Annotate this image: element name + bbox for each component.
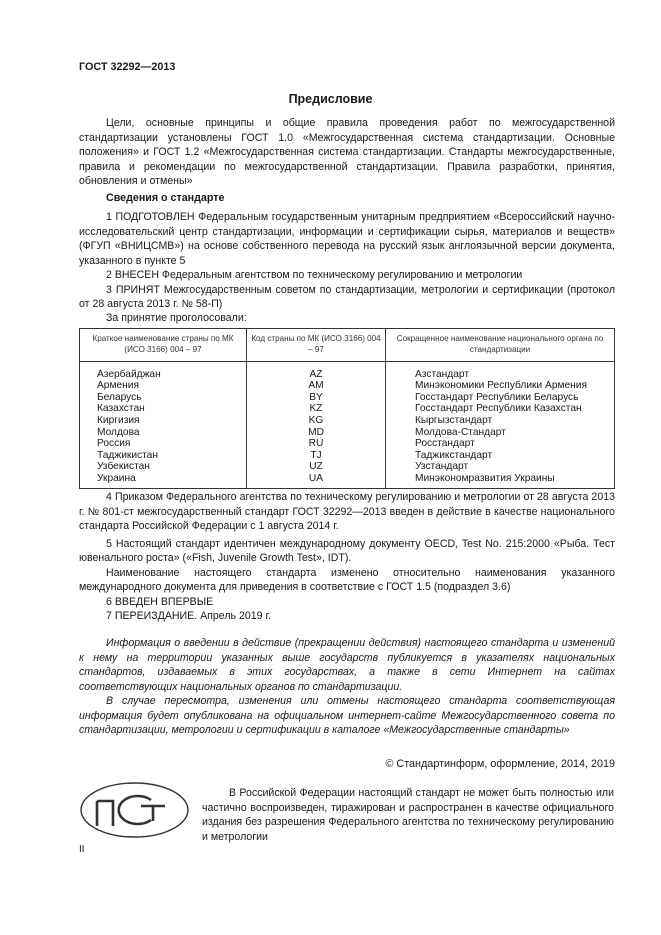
cell-country: Узбекистан (80, 461, 247, 473)
table-header-country: Краткое наименование страны по МК (ИСО 3166) 004 – 97 (80, 329, 247, 362)
info-item-1: 1 ПОДГОТОВЛЕН Федеральным государственным унитарным предприятием «Всероссийский научно-исследовательский центр стандартизации, информации и сертификации сырья, материалов и веществ» (ФГУП «ВНИЦСМВ») на основе собственного перевода на русский язык англоязычной версии документа, указанного в пункте 5 (79, 211, 615, 267)
cell-country: Азербайджан (80, 361, 247, 380)
info-item-5: 5 Настоящий стандарт идентичен международному документу OECD, Test No. 215:2000 «Рыба. Тест ювенального роста» («Fish, Juvenile Growth Test», IDT). (79, 537, 615, 564)
cell-country: Казахстан (80, 403, 247, 415)
publication-note (79, 636, 615, 738)
table-row (80, 461, 615, 473)
copyright-line: © Стандартинформ, оформление, 2014, 2019 (385, 758, 615, 770)
table-row (80, 427, 615, 439)
standard-info-title: Сведения о стандарте (106, 192, 225, 204)
cell-authority: Минэкономики Республики Армения (386, 380, 615, 392)
cell-authority: Росстандарт (386, 438, 615, 450)
table-row (80, 415, 615, 427)
cell-code: AM (247, 380, 386, 392)
cell-authority: Минэкономразвития Украины (386, 473, 615, 488)
cell-country: Таджикистан (80, 450, 247, 462)
table-row (80, 392, 615, 404)
cell-code: UZ (247, 461, 386, 473)
vote-label: За принятие проголосовали: (106, 312, 247, 324)
info-item-2: 2 ВНЕСЕН Федеральным агентством по техническому регулированию и метрологии (106, 269, 523, 281)
table-row (80, 380, 615, 392)
table-row (80, 473, 615, 488)
cell-code: BY (247, 392, 386, 404)
standard-info-items (79, 210, 615, 312)
cell-authority: Кыргызстандарт (386, 415, 615, 427)
table-row (80, 361, 615, 380)
cell-country: Армения (80, 380, 247, 392)
table-row (80, 450, 615, 462)
document-code: ГОСТ 32292—2013 (79, 61, 176, 73)
note-paragraph-1: Информация о введении в действие (прекращении действия) настоящего стандарта и изменений к нему на территории указанных выше государств публикуется в указателях национальных стандартов, издаваемых в этих государствах, а также в сети Интернет на сайтах соответствующих национальных органов по стандартизации. (79, 637, 615, 693)
page-number: II (79, 844, 85, 855)
intro-paragraph: Цели, основные принципы и общие правила проведения работ по межгосударственной стандартизации установлены ГОСТ 1.0 «Межгосударственная система стандартизации. Основные положения» и ГОСТ 1.2 «Межгосударственная система стандартизации. Стандарты межгосударственные, правила и рекомендации по межгосударственной стандартизации. Правила разработки, принятия, обновления и отмены» (79, 117, 615, 187)
note-paragraph-2: В случае пересмотра, изменения или отмены настоящего стандарта соответствующая информация будет опубликована на официальном интернет-сайте Межгосударственного совета по стандартизации, метрологии и сертификации в каталоге «Межгосударственные стандарты» (79, 695, 615, 736)
info-item-6: 6 ВВЕДЕН ВПЕРВЫЕ (106, 595, 214, 608)
cell-country: Беларусь (80, 392, 247, 404)
cell-code: TJ (247, 450, 386, 462)
cell-country: Россия (80, 438, 247, 450)
cell-country: Молдова (80, 427, 247, 439)
cell-code: KG (247, 415, 386, 427)
cell-authority: Таджикстандарт (386, 450, 615, 462)
cell-authority: Узстандарт (386, 461, 615, 473)
cell-authority: Молдова-Стандарт (386, 427, 615, 439)
cell-code: UA (247, 473, 386, 488)
info-item-7: 7 ПЕРЕИЗДАНИЕ. Апрель 2019 г. (106, 610, 272, 622)
cell-authority: Азстандарт (386, 361, 615, 380)
page-heading: Предисловие (288, 92, 373, 106)
rights-notice: В Российской Федерации настоящий стандарт не может быть полностью или частично воспроизведен, тиражирован и распространен в качестве официального издания без разрешения Федерального агентства по техническому регулированию и метрологии (202, 787, 614, 843)
table-header-authority: Сокращенное наименование национального органа по стандартизации (386, 329, 615, 362)
cell-country: Украина (80, 473, 247, 488)
table-row (80, 438, 615, 450)
voting-countries-table (79, 328, 615, 489)
cell-authority: Госстандарт Республики Беларусь (386, 392, 615, 404)
info-item-4: 4 Приказом Федерального агентства по техническому регулированию и метрологии от 28 августа 2013 г. № 801-ст межгосударственный стандарт ГОСТ 32292—2013 введен в действие в качестве национального стандарта Российской Федерации с 1 августа 2014 г. (79, 491, 615, 532)
table-header-row (80, 329, 615, 362)
cell-code: KZ (247, 403, 386, 415)
table-row (80, 403, 615, 415)
cell-authority: Госстандарт Республики Казахстан (386, 403, 615, 415)
standard-info-items-continued (79, 490, 615, 624)
info-item-5-note: Наименование настоящего стандарта изменено относительно наименования указанного международного документа для приведения в соответствие с ГОСТ 1.5 (подраздел 3.6) (79, 566, 615, 593)
cell-code: RU (247, 438, 386, 450)
table-header-code: Код страны по МК (ИСО 3166) 004 – 97 (247, 329, 386, 362)
info-item-3: 3 ПРИНЯТ Межгосударственным советом по стандартизации, метрологии и сертификации (протокол от 28 августа 2013 г. № 58-П) (79, 283, 615, 310)
cell-code: MD (247, 427, 386, 439)
cell-code: AZ (247, 361, 386, 380)
gost-r-certification-mark-icon (79, 781, 190, 839)
cell-country: Киргизия (80, 415, 247, 427)
